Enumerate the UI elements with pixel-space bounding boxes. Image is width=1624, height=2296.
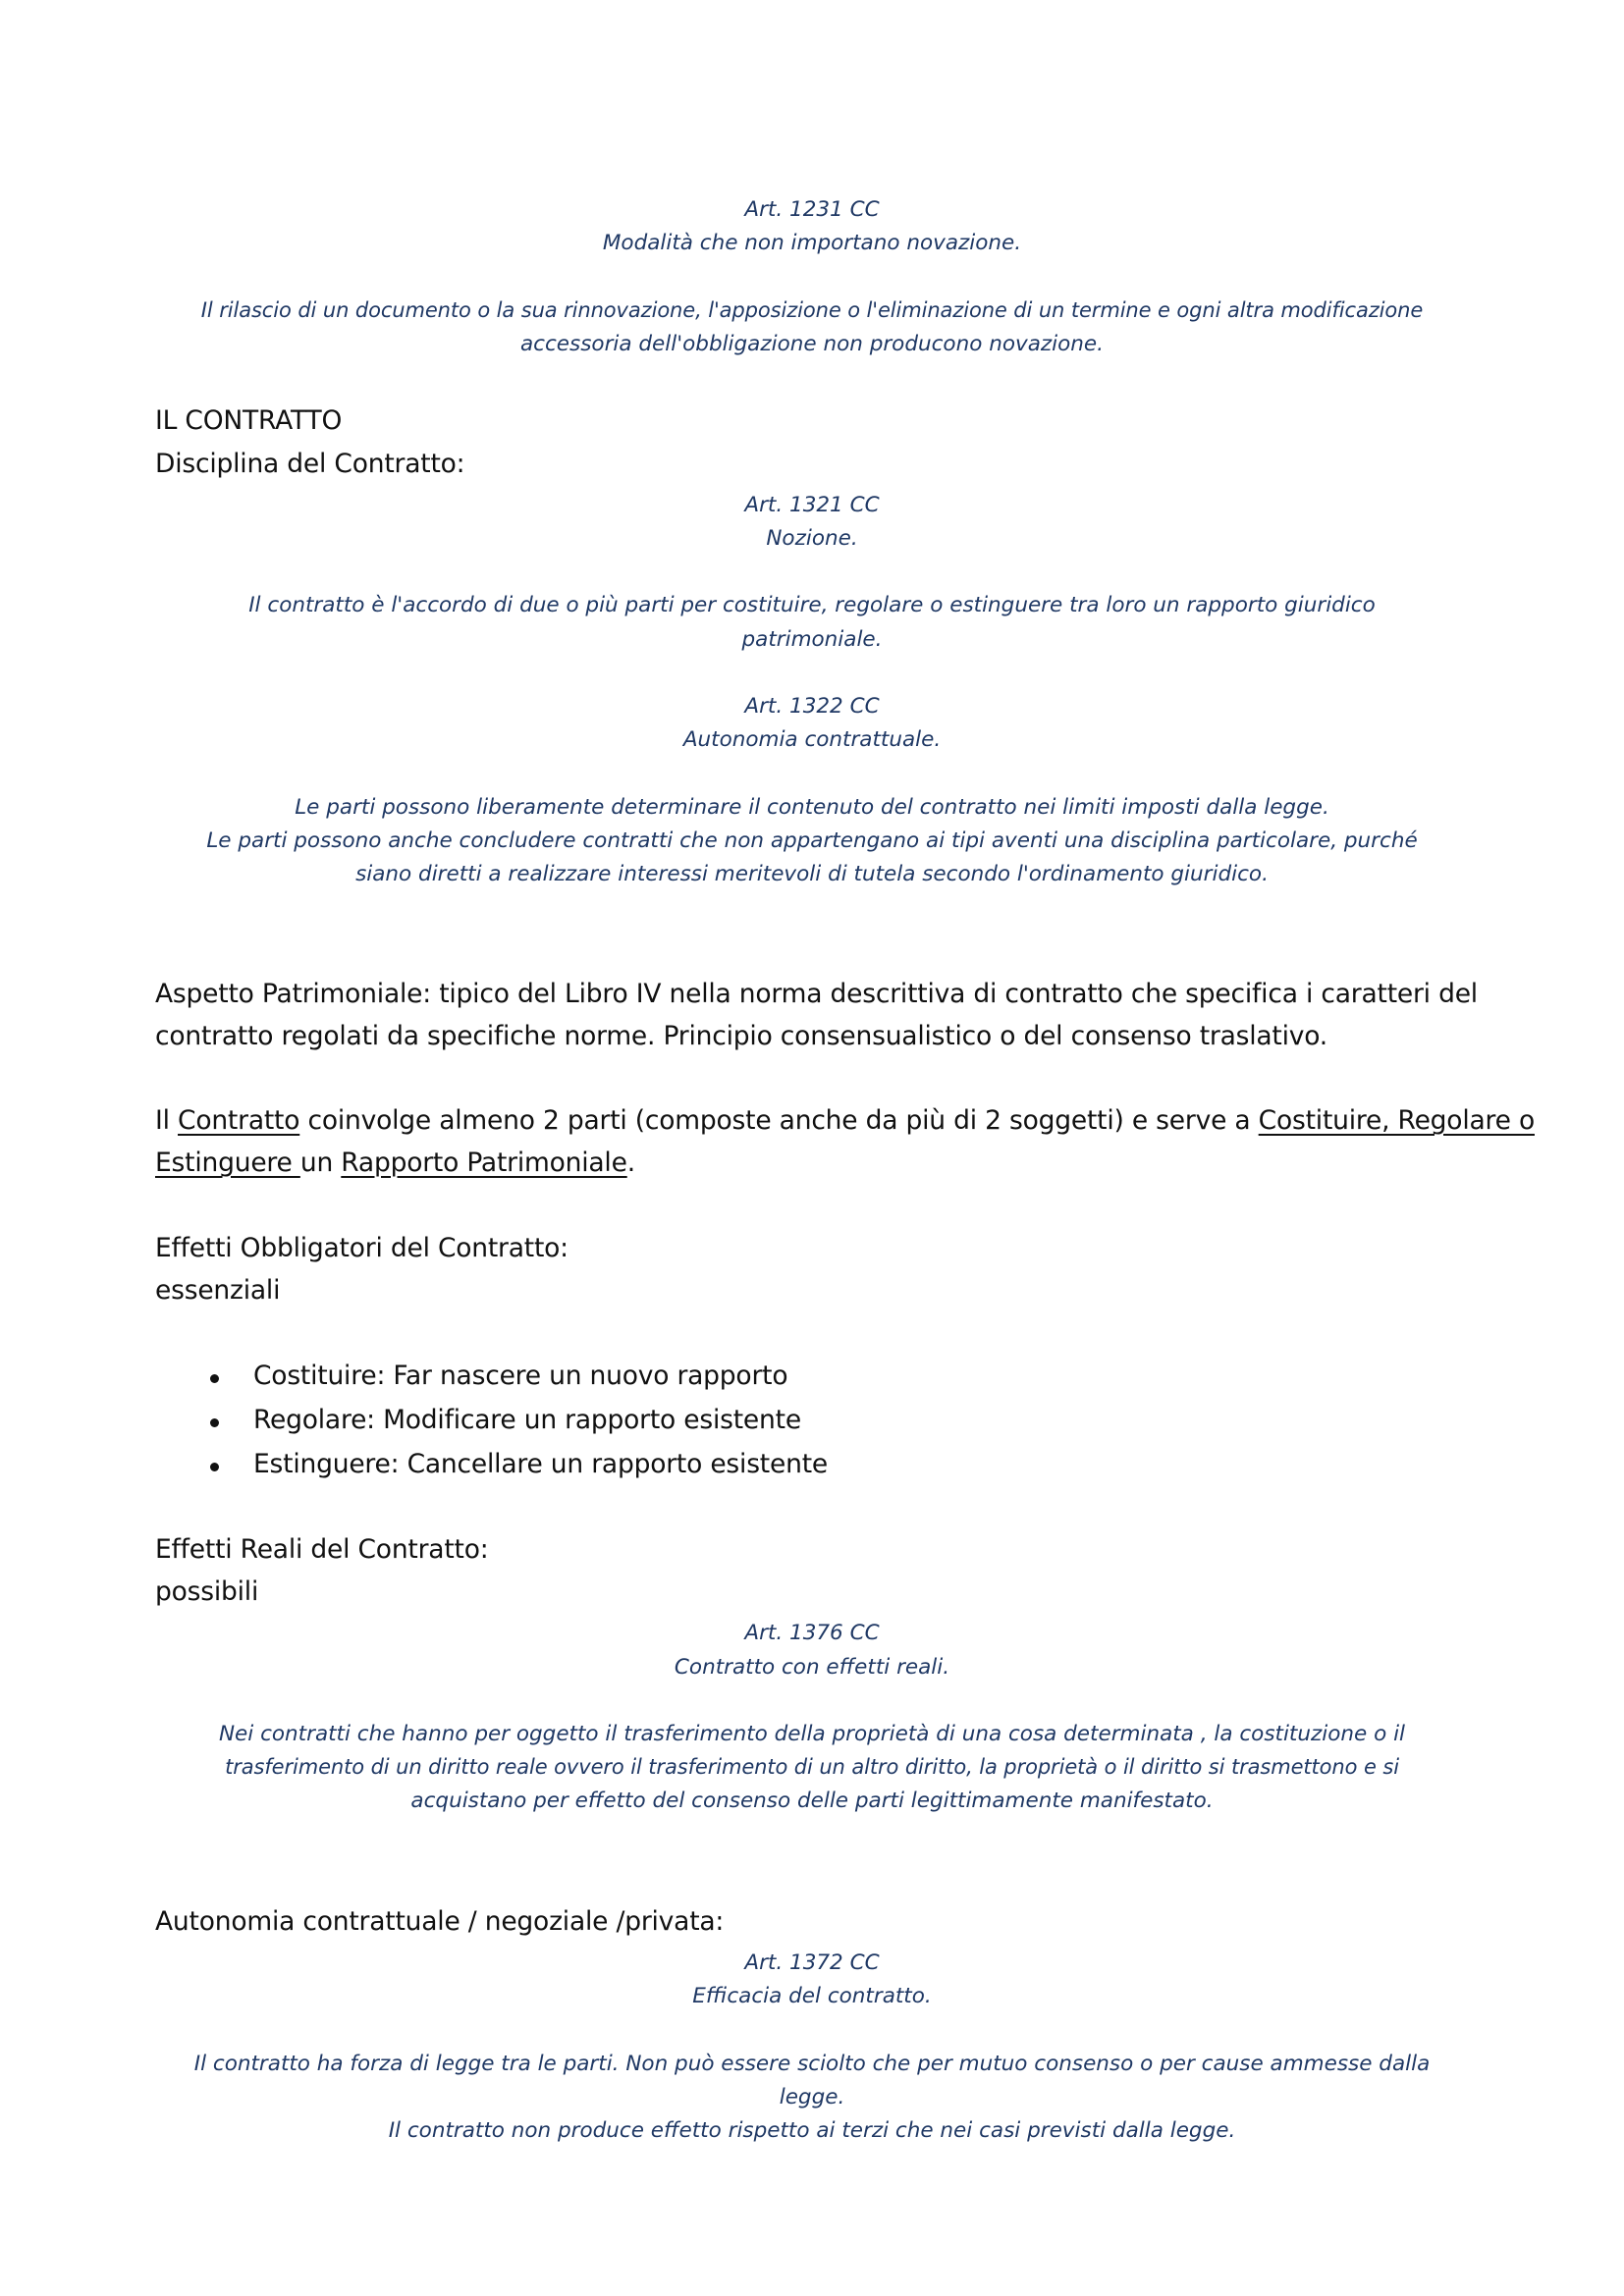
article-text: Le parti possono anche concludere contratti che non appartengano ai tipi aventi una disciplina particolare, purché [206,828,1418,853]
article-text: accessoria dell'obbligazione non producono novazione. [519,332,1104,356]
paragraph-line: contratto regolati da specifiche norme. Principio consensualistico o del consenso traslativo. [155,1021,1328,1051]
list-item: Costituire: Far nascere un nuovo rapporto [253,1361,788,1391]
article-title: Efficacia del contratto. [692,1984,932,2008]
list-item: Regolare: Modificare un rapporto esistente [253,1405,801,1435]
paragraph-line [155,1105,1535,1137]
article-text: Il contratto non produce effetto rispetto ai terzi che nei casi previsti dalla legge. [388,2118,1236,2143]
paragraph-line: Aspetto Patrimoniale: tipico del Libro IV nella norma descrittiva di contratto che specifica i caratteri del [155,979,1478,1009]
article-ref: Art. 1321 CC [744,493,880,517]
text-run: un [299,1148,342,1178]
underlined-term: Estinguere [155,1148,300,1178]
article-ref: Art. 1322 CC [744,694,880,719]
section-heading: Effetti Obbligatori del Contratto: [155,1233,568,1263]
text-run: Il [155,1105,179,1136]
section-subheading: essenziali [155,1275,281,1306]
section-heading: IL CONTRATTO [155,405,343,436]
article-text: Il contratto ha forza di legge tra le parti. Non può essere sciolto che per mutuo consenso o per cause ammesse dalla [193,2052,1431,2076]
article-ref: Art. 1231 CC [744,197,880,222]
article-ref: Art. 1372 CC [744,1950,880,1975]
section-subheading: possibili [155,1576,259,1607]
article-text: trasferimento di un diritto reale ovvero il trasferimento di un altro diritto, la proprietà o il diritto si trasmettono e si [225,1755,1399,1779]
article-title: Nozione. [766,526,858,551]
article-text: acquistano per effetto del consenso delle parti legittimamente manifestato. [410,1789,1214,1813]
article-text: Nei contratti che hanno per oggetto il trasferimento della proprietà di una cosa determinata , la costituzione o il [218,1722,1406,1746]
section-heading: Effetti Reali del Contratto: [155,1534,489,1565]
article-text: siano diretti a realizzare interessi meritevoli di tutela secondo l'ordinamento giuridico. [355,862,1269,886]
bullet-icon [210,1374,219,1383]
article-title: Modalità che non importano novazione. [602,231,1022,255]
paragraph-line [155,1148,635,1179]
list-item: Estinguere: Cancellare un rapporto esistente [253,1449,828,1479]
text-run: . [626,1148,635,1178]
bullet-icon [210,1463,219,1471]
section-heading: Autonomia contrattuale / negoziale /privata: [155,1906,725,1937]
article-text: Il contratto è l'accordo di due o più parti per costituire, regolare o estinguere tra loro un rapporto giuridico [248,593,1376,617]
underlined-term: Contratto [178,1105,300,1136]
article-text: patrimoniale. [741,627,883,652]
underlined-term: Rapporto Patrimoniale [341,1148,627,1178]
article-text: legge. [779,2085,845,2109]
article-text: Le parti possono liberamente determinare il contenuto del contratto nei limiti imposti dalla legge. [295,795,1329,820]
article-ref: Art. 1376 CC [744,1621,880,1645]
text-run: coinvolge almeno 2 parti (composte anche da più di 2 soggetti) e serve a [299,1105,1259,1136]
article-title: Autonomia contrattuale. [682,727,942,752]
article-text: Il rilascio di un documento o la sua rinnovazione, l'apposizione o l'eliminazione di un termine e ogni altra modificazione [200,298,1424,322]
underlined-term: Costituire, Regolare o [1258,1105,1535,1136]
bullet-icon [210,1418,219,1427]
section-subheading: Disciplina del Contratto: [155,449,465,479]
article-title: Contratto con effetti reali. [674,1655,950,1680]
